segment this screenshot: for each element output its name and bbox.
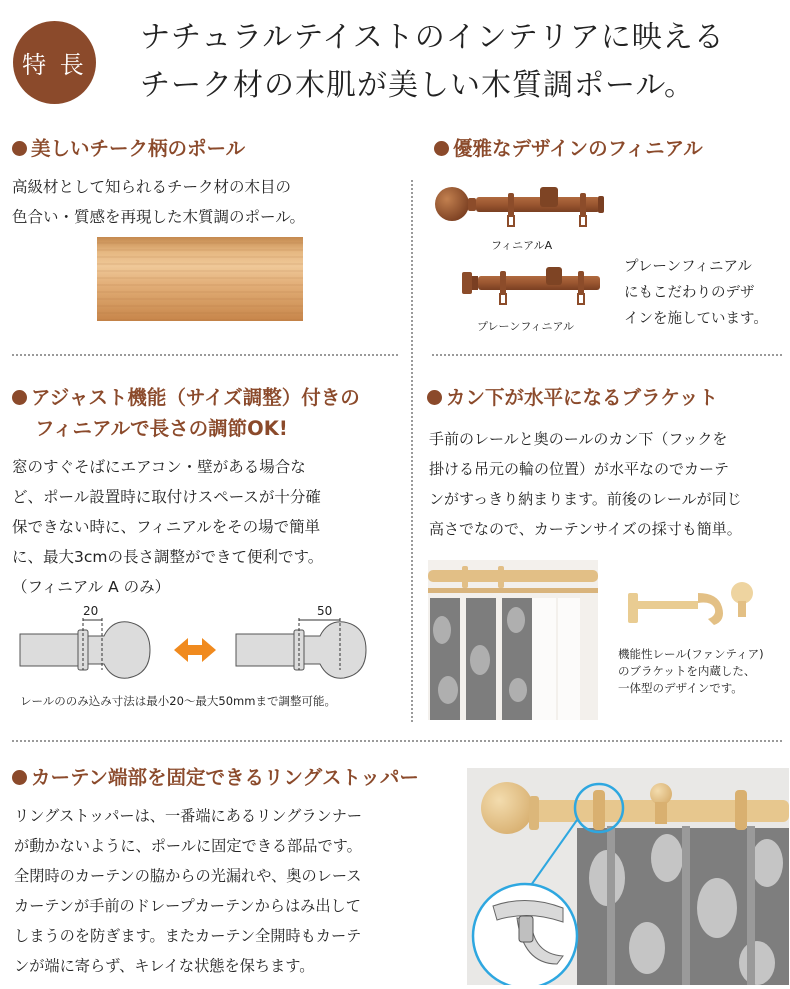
bullet-dot: [12, 770, 27, 785]
bracket-illustration: [618, 563, 778, 643]
hero-headline: [140, 14, 725, 110]
divider-left-1: [12, 354, 398, 356]
bracket-description: 手前のレールと奥のールのカン下（フックを 掛ける吊元の輪の位置）が水平なのでカーテ ンがすっきり納まります。前後のレールが同じ 高さでなので、カーテンサイズの採寸も簡単。: [429, 430, 742, 538]
bullet-dot: [12, 390, 27, 405]
divider-vertical-top: [411, 180, 413, 722]
teak-description: 高級材として知られるチーク材の木目の 色合い・質感を再現した木質調のポール。: [12, 178, 305, 226]
divider-full: [12, 740, 782, 742]
finial-a-label: フィニアルA: [491, 239, 553, 252]
finial-a-illustration: [432, 176, 608, 240]
finial-description: プレーンフィニアル にもこだわりのデザ インを施しています。: [624, 259, 768, 327]
bullet-dot: [12, 141, 27, 156]
divider-right-1: [432, 354, 782, 356]
hero-line-2: チーク材の木肌が美しい木質調ポール。: [140, 68, 695, 103]
adjust-note: レールののみ込み寸法は最小20〜最大50mmまで調整可能。: [20, 694, 336, 708]
teak-texture-sample: [97, 237, 303, 321]
ring-stopper-photo: [467, 768, 789, 985]
plain-finial-illustration: [460, 262, 606, 312]
plain-finial-label: プレーンフィニアル: [477, 320, 575, 333]
section-title-adjust: アジャスト機能（サイズ調整）付きの: [12, 383, 360, 413]
feature-badge: 特 長: [13, 21, 96, 104]
bullet-dot: [427, 390, 442, 405]
bullet-dot: [434, 141, 449, 156]
section-title-stopper: カーテン端部を固定できるリングストッパー: [12, 763, 419, 793]
stopper-description: リングストッパーは、一番端にあるリングランナー が動かないように、ポールに固定できる部品です。 全閉時のカーテンの脇からの光漏れや、奥のレース カーテンが手前のドレープカーテンからはみ出して しまうのを防ぎます。またカーテン全開時もカーテ ンが端に寄らず、キレイな状態を保ちます。: [14, 807, 363, 975]
section-title-finial: 優雅なデザインのフィニアル: [434, 134, 703, 164]
dimension-min-label: 20: [83, 604, 99, 618]
bracket-caption: 機能性レール(ファンティア) のブラケットを内蔵した、 一体型のデザインです。: [618, 647, 764, 695]
adjust-diagram: [14, 600, 394, 688]
section-title-teak: 美しいチーク柄のポール: [12, 134, 245, 164]
hero-line-1: ナチュラルテイストのインテリアに映える: [140, 20, 725, 55]
bracket-curtain-photo: [428, 560, 598, 720]
section-title-bracket: カン下が水平になるブラケット: [427, 383, 718, 413]
dimension-max-label: 50: [317, 604, 333, 618]
section-title-adjust-2: フィニアルで長さの調節OK!: [35, 417, 288, 440]
adjust-description: 窓のすぐそばにエアコン・壁がある場合な ど、ポール設置時に取付けスペースが十分確 保できない時に、フィニアルをその場で簡単 に、最大3cmの長さ調整ができて便利です。 （フィニアル A のみ）: [12, 458, 324, 596]
